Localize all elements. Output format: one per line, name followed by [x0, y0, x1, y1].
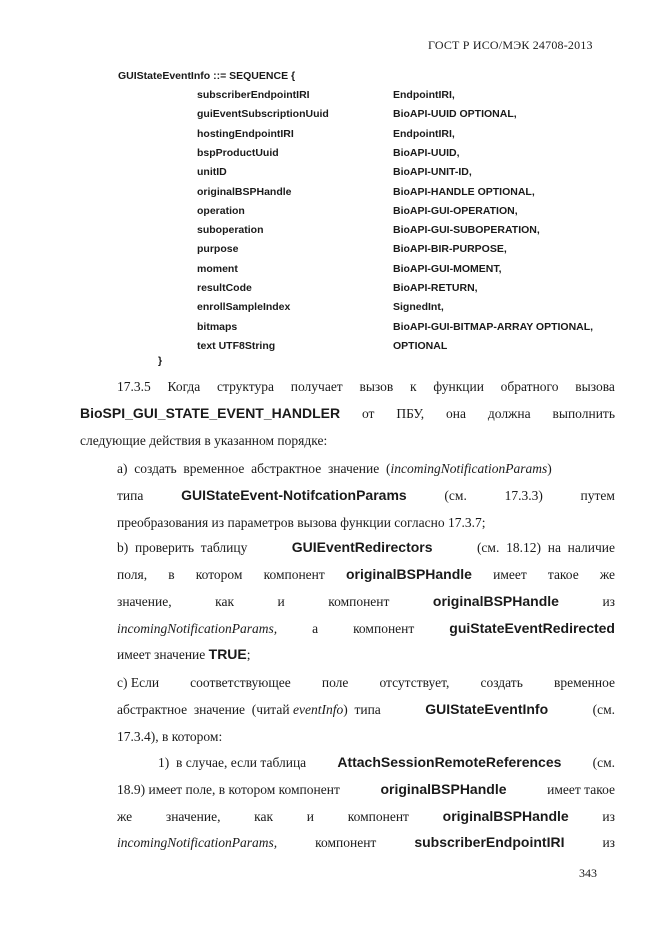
code-close: } — [158, 355, 163, 367]
item-a-line2 — [117, 482, 615, 509]
text: ) типа — [343, 702, 381, 717]
code-field-name: text UTF8String — [197, 339, 276, 352]
function-name: BioSPI_GUI_STATE_EVENT_HANDLER — [80, 405, 341, 421]
value-true: TRUE — [208, 646, 247, 662]
word: же — [117, 809, 133, 824]
code-field-type: EndpointIRI, — [393, 89, 455, 101]
item-c-line2 — [117, 696, 615, 723]
word: значение, — [165, 809, 221, 824]
item-c-line3: 17.3.4), в котором: — [117, 729, 223, 744]
code-field-type: OPTIONAL — [393, 339, 448, 352]
item-b-line3 — [117, 588, 615, 615]
word: и — [277, 594, 285, 609]
item-b-line4 — [117, 615, 615, 642]
word: временное — [553, 675, 615, 690]
word: компонент — [315, 835, 377, 850]
text: а) создать временное абстрактное значение ( — [117, 461, 391, 476]
word: получает — [290, 379, 343, 394]
code-field-name: enrollSampleIndex — [197, 301, 291, 314]
code-field-type: BioAPI-UUID OPTIONAL, — [393, 108, 517, 121]
code-field-name: resultCode — [197, 282, 252, 294]
component-name: originalBSPHandle — [380, 781, 507, 797]
type-name: GUIStateEventInfo — [425, 701, 549, 717]
code-field-type: BioAPI-RETURN, — [393, 282, 478, 294]
item-b-line1 — [117, 534, 615, 561]
code-field-name: bspProductUuid — [197, 146, 279, 159]
italic-term: eventInfo — [292, 702, 344, 717]
component-name: originalBSPHandle — [442, 808, 569, 824]
word: из — [602, 835, 615, 850]
item-c-line1 — [117, 669, 615, 696]
text: (см. 18.12) на наличие — [476, 540, 615, 555]
word: вызова — [575, 379, 615, 394]
code-field-type: BioAPI-UNIT-ID, — [393, 166, 472, 179]
word: поле — [321, 675, 349, 690]
para-line — [80, 400, 615, 427]
italic-term: incomingNotificationParams — [390, 461, 548, 476]
word: от — [361, 406, 375, 421]
text: абстрактное значение (читай — [117, 702, 290, 717]
text — [117, 696, 381, 723]
table-name: AttachSessionRemoteReferences — [337, 754, 562, 770]
code-field-type: BioAPI-UUID, — [393, 146, 460, 159]
word: как — [254, 809, 274, 824]
word: такое — [547, 567, 579, 582]
code-field-name: originalBSPHandle — [197, 185, 292, 198]
code-field-name: purpose — [197, 243, 239, 256]
italic-term: incomingNotificationParams, — [117, 835, 278, 850]
page-number: 343 — [579, 866, 597, 880]
word: структура — [217, 379, 275, 394]
component-name: originalBSPHandle — [345, 566, 472, 582]
type-name: GUIStateEvent-NotifcationParams — [181, 487, 407, 503]
text: ; — [246, 647, 251, 662]
text: 18.9) имеет поле, в котором компонент — [117, 782, 340, 797]
word: вызов — [359, 379, 394, 394]
word: выполнить — [552, 406, 615, 421]
word: в — [168, 567, 175, 582]
word: обратного — [500, 379, 559, 394]
code-field-name: bitmaps — [197, 320, 238, 333]
word: из — [602, 809, 615, 824]
para-line — [117, 373, 615, 400]
code-field-name: suboperation — [197, 224, 264, 237]
word: отсутствует, — [379, 675, 450, 690]
word: 17.3.5 — [117, 379, 151, 394]
word: создать — [480, 675, 523, 690]
text: b) проверить таблицу — [117, 540, 248, 555]
item-a-line3: преобразования из параметров вызова функции согласно 17.3.7; — [117, 515, 486, 530]
code-field-type: BioAPI-GUI-SUBOPERATION, — [393, 224, 540, 237]
text: 1) в случае, если таблица — [158, 755, 307, 770]
code-field-name: guiEventSubscriptionUuid — [197, 108, 329, 121]
word: компонент — [347, 809, 409, 824]
code-field-type: BioAPI-HANDLE OPTIONAL, — [393, 185, 535, 198]
word: (см. — [592, 702, 615, 717]
word: а — [312, 621, 319, 636]
text: имеет значение — [117, 647, 206, 662]
word: как — [215, 594, 234, 609]
code-field-type: EndpointIRI, — [393, 127, 455, 140]
item-c1-line1 — [158, 749, 615, 776]
word: должна — [487, 406, 531, 421]
word: же — [599, 567, 615, 582]
word: соответствующее — [190, 675, 291, 690]
component-name: guiStateEventRedirected — [449, 620, 615, 636]
table-name: GUIEventRedirectors — [291, 539, 433, 555]
italic-term: incomingNotificationParams, — [117, 621, 278, 636]
word: значение, — [117, 594, 172, 609]
word: из — [602, 594, 615, 609]
item-a-line1 — [117, 455, 615, 482]
word: (см. — [444, 488, 467, 503]
code-field-type: SignedInt, — [393, 301, 444, 314]
word: (см. — [592, 755, 615, 770]
word: имеет — [493, 567, 527, 582]
word: 17.3.3) — [504, 488, 543, 503]
code-open: GUIStateEventInfo ::= SEQUENCE { — [118, 70, 296, 82]
component-name: originalBSPHandle — [432, 593, 559, 609]
word: ПБУ, — [396, 406, 425, 421]
code-field-name: operation — [197, 204, 245, 217]
word: Когда — [167, 379, 201, 394]
code-field-type: BioAPI-GUI-OPERATION, — [393, 204, 518, 217]
word: поля, — [117, 567, 148, 582]
word: и — [306, 809, 315, 824]
word: к — [410, 379, 417, 394]
word: типа — [117, 488, 144, 503]
word: c) Если — [117, 675, 160, 690]
text: имеет такое — [547, 782, 615, 797]
text: ) — [547, 461, 552, 476]
word: компонент — [328, 594, 390, 609]
code-field-type: BioAPI-BIR-PURPOSE, — [393, 243, 507, 256]
word: котором — [195, 567, 243, 582]
standard-header: ГОСТ Р ИСО/МЭК 24708-2013 — [428, 38, 593, 52]
code-field-name: hostingEndpointIRI — [197, 127, 294, 140]
word: она — [446, 406, 466, 421]
item-c1-line2 — [117, 776, 615, 803]
code-field-type: BioAPI-GUI-MOMENT, — [393, 262, 502, 275]
word: путем — [580, 488, 615, 503]
word: компонент — [263, 567, 325, 582]
code-field-name: moment — [197, 262, 238, 275]
item-c1-line3 — [117, 803, 615, 830]
item-c1-line4 — [117, 829, 615, 856]
para-line: следующие действия в указанном порядке: — [80, 433, 328, 448]
code-field-type: BioAPI-GUI-BITMAP-ARRAY OPTIONAL, — [393, 320, 594, 333]
code-field-name: subscriberEndpointIRI — [197, 89, 310, 101]
word: компонент — [353, 621, 415, 636]
item-b-line2 — [117, 561, 615, 588]
item-b-line5 — [117, 641, 615, 668]
code-field-name: unitID — [197, 166, 227, 179]
word: функции — [433, 379, 484, 394]
component-name: subscriberEndpointIRI — [414, 834, 565, 850]
